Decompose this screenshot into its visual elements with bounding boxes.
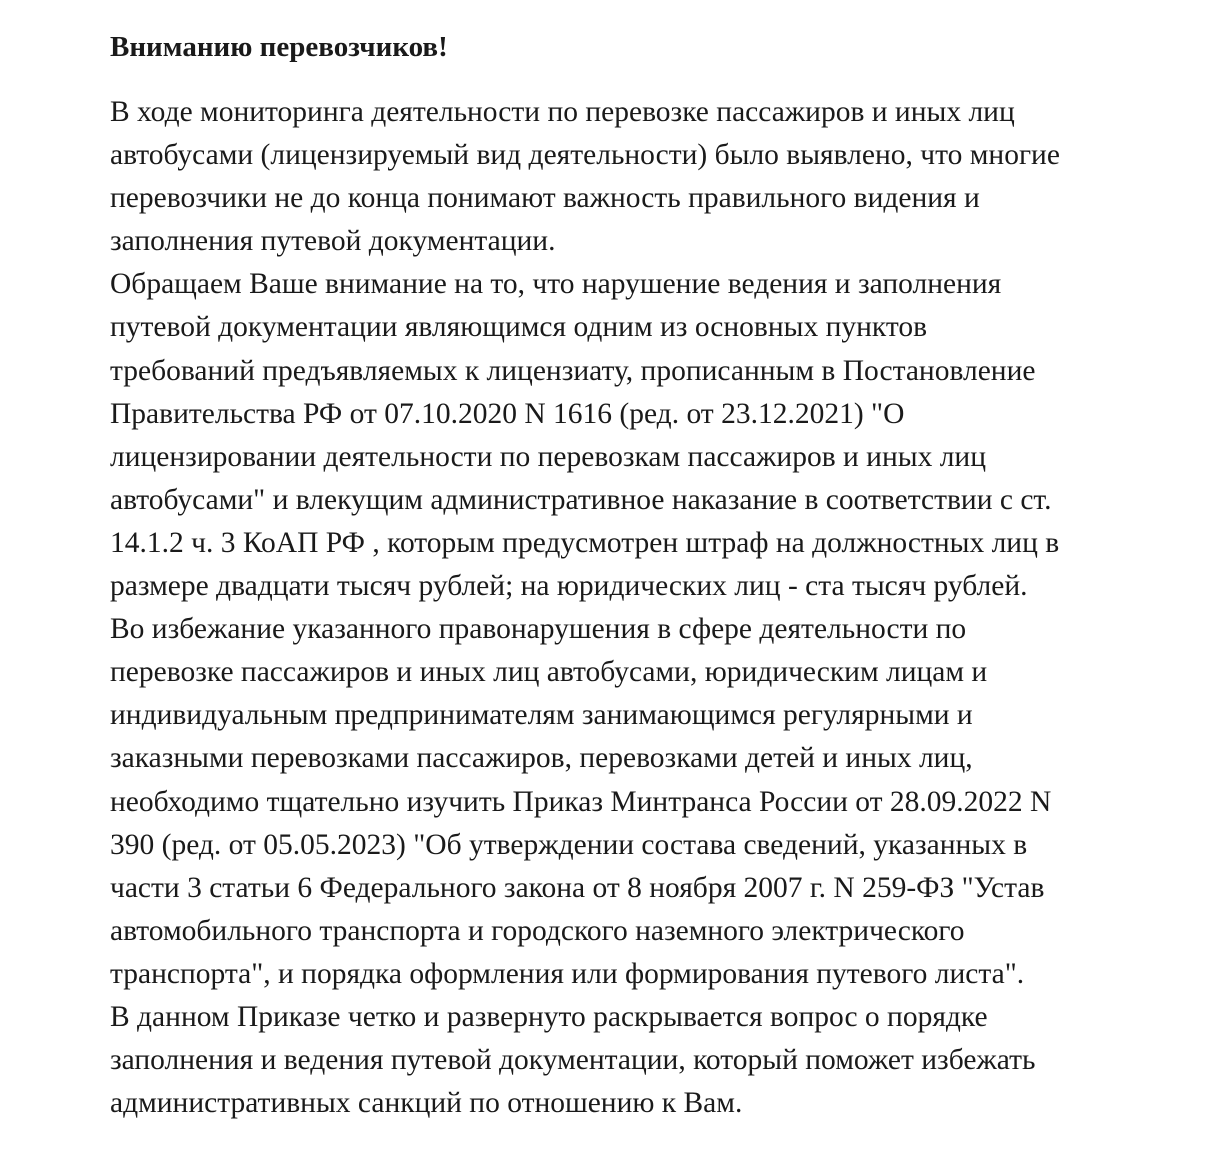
paragraph-line: транспорта", и порядка оформления или формирования путевого листа". — [110, 957, 1025, 990]
paragraph-attention — [110, 263, 1190, 608]
paragraph-avoidance — [110, 608, 1190, 996]
paragraph-line: Обращаем Ваше внимание на то, что нарушение ведения и заполнения — [110, 268, 1002, 301]
paragraph-line: В ходе мониторинга деятельности по перевозке пассажиров и иных лиц — [110, 96, 1015, 128]
paragraph-line: путевой документации являющимся одним из основных пунктов — [110, 311, 928, 344]
document — [110, 26, 1190, 1125]
paragraph-line: необходимо тщательно изучить Приказ Минтранса России от 28.09.2022 N — [110, 785, 1052, 818]
paragraph-line: административных санкций по отношению к Вам. — [110, 1087, 743, 1120]
paragraph-line: заполнения путевой документации. — [110, 225, 556, 258]
paragraph-line: заполнения и ведения путевой документации, который поможет избежать — [110, 1044, 1036, 1077]
paragraph-line: автомобильного транспорта и городского наземного электрического — [110, 914, 965, 947]
paragraph-monitoring — [110, 91, 1190, 263]
paragraph-line: лицензировании деятельности по перевозкам пассажиров и иных лиц — [110, 440, 986, 473]
paragraph-line: Во избежание указанного правонарушения в сфере деятельности по — [110, 613, 967, 646]
paragraph-line: автобусами" и влекущим административное наказание в соответствии с ст. — [110, 483, 1052, 516]
paragraph-line: требований предъявляемых к лицензиату, прописанным в Постановление — [110, 354, 1036, 387]
document-heading: Вниманию перевозчиков! — [110, 31, 448, 63]
paragraph-line: автобусами (лицензируемый вид деятельности) было выявлено, что многие — [110, 139, 1060, 172]
paragraph-line: Правительства РФ от 07.10.2020 N 1616 (ред. от 23.12.2021) "О — [110, 397, 905, 430]
paragraph-line: размере двадцати тысяч рублей; на юридических лиц - ста тысяч рублей. — [110, 570, 1028, 603]
paragraph-line: части 3 статьи 6 Федерального закона от 8 ноября 2007 г. N 259-ФЗ "Устав — [110, 871, 1045, 904]
paragraph-conclusion — [110, 996, 1190, 1125]
paragraph-line: перевозчики не до конца понимают важность правильного видения и — [110, 182, 980, 215]
paragraph-line: перевозке пассажиров и иных лиц автобусами, юридическим лицам и — [110, 656, 988, 689]
paragraph-line: заказными перевозками пассажиров, перевозками детей и иных лиц, — [110, 742, 973, 775]
paragraph-line: В данном Приказе четко и развернуто раскрывается вопрос о порядке — [110, 1000, 988, 1033]
paragraph-line: 390 (ред. от 05.05.2023) "Об утверждении состава сведений, указанных в — [110, 828, 1028, 861]
paragraph-line: 14.1.2 ч. 3 КоАП РФ , которым предусмотрен штраф на должностных лиц в — [110, 526, 1060, 559]
paragraph-line: индивидуальным предпринимателям занимающимся регулярными и — [110, 699, 973, 732]
